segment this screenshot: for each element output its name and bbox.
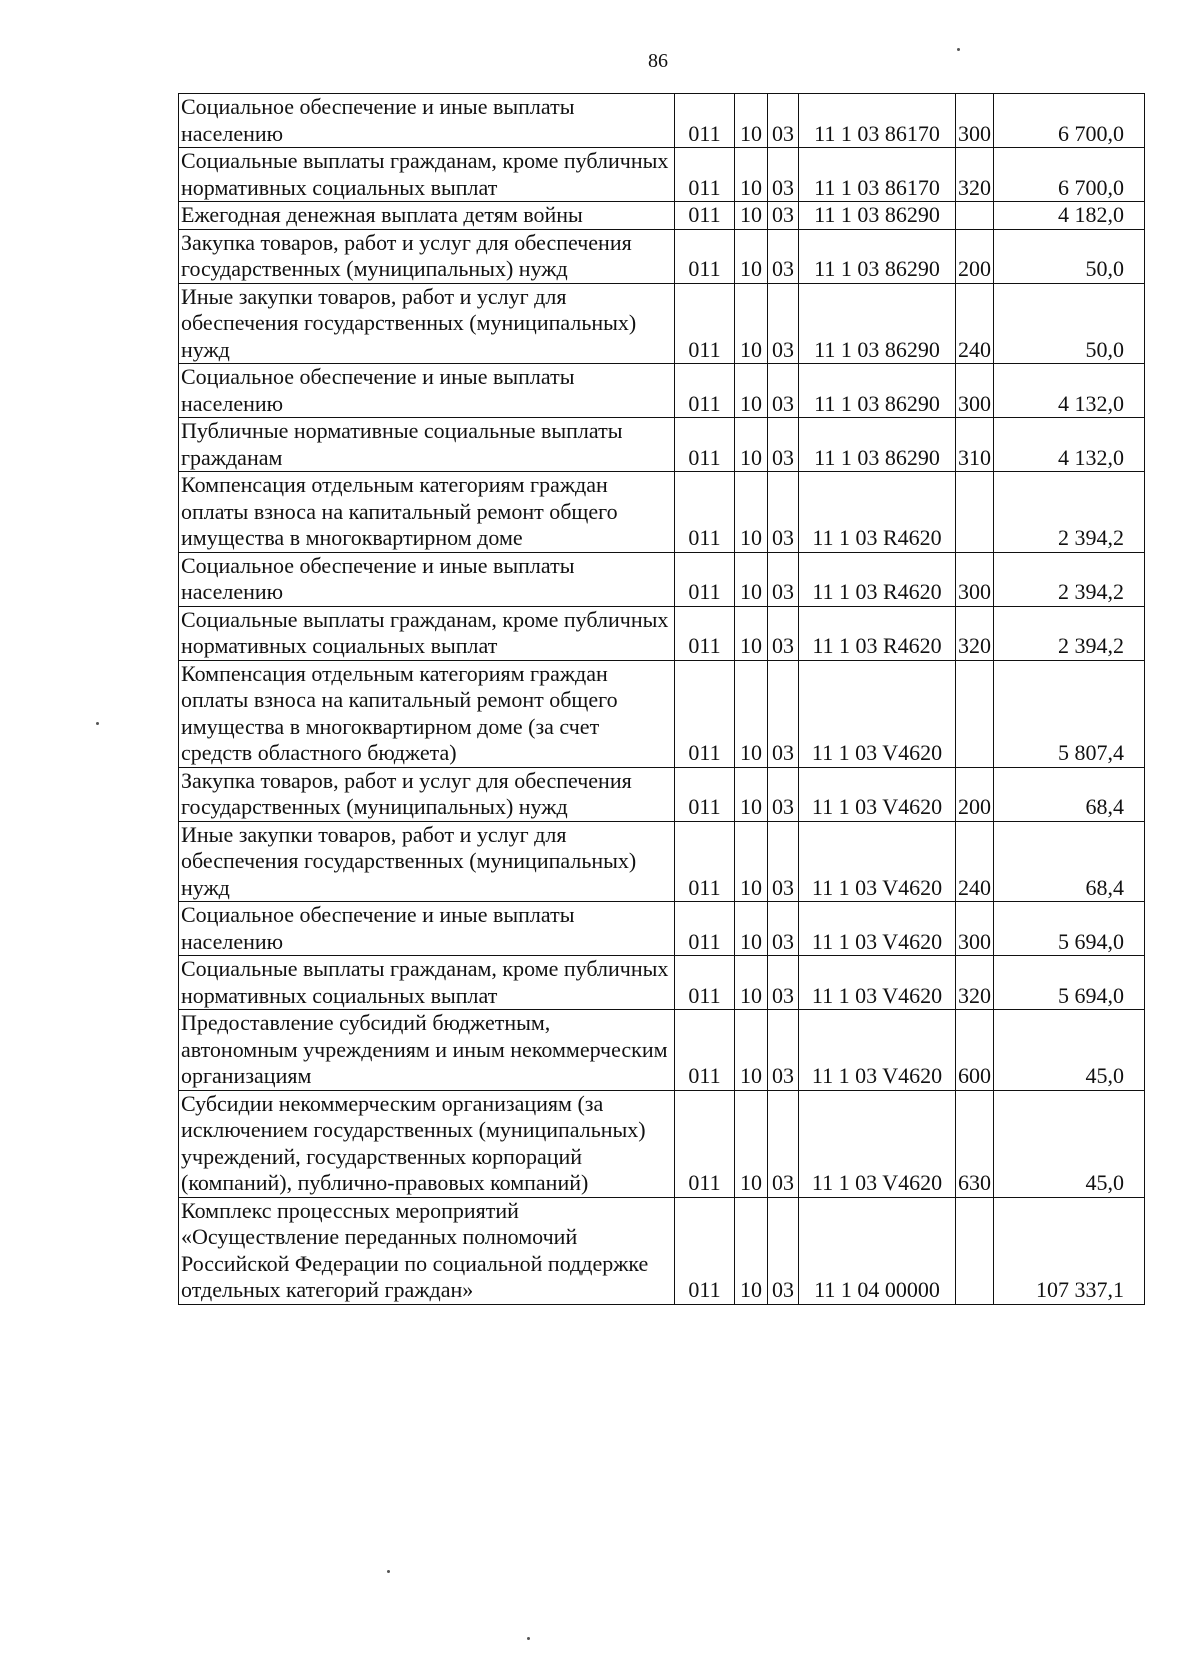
subsection-code-cell: 03 bbox=[768, 1090, 799, 1197]
section-code-cell: 10 bbox=[735, 902, 768, 956]
amount-cell: 6 700,0 bbox=[994, 94, 1145, 148]
row-name-cell: Социальные выплаты гражданам, кроме публичных нормативных социальных выплат bbox=[179, 148, 675, 202]
row-name-cell: Социальные выплаты гражданам, кроме публичных нормативных социальных выплат bbox=[179, 606, 675, 660]
amount-cell: 4 132,0 bbox=[994, 418, 1145, 472]
section-code-cell: 10 bbox=[735, 552, 768, 606]
amount-cell: 45,0 bbox=[994, 1010, 1145, 1091]
expense-type-code-cell: 300 bbox=[956, 94, 994, 148]
target-article-code-cell: 11 1 03 R4620 bbox=[799, 552, 956, 606]
subsection-code-cell: 03 bbox=[768, 94, 799, 148]
row-name-cell: Компенсация отдельным категориям граждан оплаты взноса на капитальный ремонт общего имущества в многоквартирном доме bbox=[179, 472, 675, 553]
target-article-code-cell: 11 1 03 V4620 bbox=[799, 660, 956, 767]
admin-code-cell: 011 bbox=[675, 660, 735, 767]
admin-code-cell: 011 bbox=[675, 94, 735, 148]
subsection-code-cell: 03 bbox=[768, 821, 799, 902]
expense-type-code-cell: 240 bbox=[956, 821, 994, 902]
subsection-code-cell: 03 bbox=[768, 472, 799, 553]
subsection-code-cell: 03 bbox=[768, 283, 799, 364]
row-name-cell: Закупка товаров, работ и услуг для обеспечения государственных (муниципальных) нужд bbox=[179, 767, 675, 821]
expense-type-code-cell: 600 bbox=[956, 1010, 994, 1091]
target-article-code-cell: 11 1 03 R4620 bbox=[799, 472, 956, 553]
target-article-code-cell: 11 1 03 R4620 bbox=[799, 606, 956, 660]
table-row bbox=[179, 660, 1145, 767]
expense-type-code-cell: 300 bbox=[956, 902, 994, 956]
subsection-code-cell: 03 bbox=[768, 229, 799, 283]
table-row bbox=[179, 202, 1145, 230]
row-name-cell: Социальное обеспечение и иные выплаты населению bbox=[179, 552, 675, 606]
amount-cell: 2 394,2 bbox=[994, 552, 1145, 606]
budget-table-body bbox=[179, 94, 1145, 1305]
row-name-cell: Социальное обеспечение и иные выплаты населению bbox=[179, 364, 675, 418]
amount-cell: 68,4 bbox=[994, 767, 1145, 821]
section-code-cell: 10 bbox=[735, 956, 768, 1010]
row-name-cell: Публичные нормативные социальные выплаты гражданам bbox=[179, 418, 675, 472]
section-code-cell: 10 bbox=[735, 418, 768, 472]
subsection-code-cell: 03 bbox=[768, 148, 799, 202]
scan-speck bbox=[957, 48, 960, 51]
scan-speck bbox=[387, 1570, 390, 1573]
scan-speck bbox=[527, 1637, 530, 1640]
table-row bbox=[179, 1090, 1145, 1197]
table-row bbox=[179, 821, 1145, 902]
row-name-cell: Иные закупки товаров, работ и услуг для обеспечения государственных (муниципальных) нужд bbox=[179, 283, 675, 364]
admin-code-cell: 011 bbox=[675, 229, 735, 283]
subsection-code-cell: 03 bbox=[768, 660, 799, 767]
target-article-code-cell: 11 1 03 86290 bbox=[799, 364, 956, 418]
section-code-cell: 10 bbox=[735, 1090, 768, 1197]
table-row bbox=[179, 94, 1145, 148]
admin-code-cell: 011 bbox=[675, 283, 735, 364]
section-code-cell: 10 bbox=[735, 767, 768, 821]
amount-cell: 50,0 bbox=[994, 229, 1145, 283]
admin-code-cell: 011 bbox=[675, 472, 735, 553]
table-row bbox=[179, 418, 1145, 472]
admin-code-cell: 011 bbox=[675, 1090, 735, 1197]
expense-type-code-cell: 320 bbox=[956, 956, 994, 1010]
expense-type-code-cell: 320 bbox=[956, 148, 994, 202]
row-name-cell: Социальное обеспечение и иные выплаты населению bbox=[179, 94, 675, 148]
subsection-code-cell: 03 bbox=[768, 606, 799, 660]
target-article-code-cell: 11 1 03 86170 bbox=[799, 148, 956, 202]
amount-cell: 4 132,0 bbox=[994, 364, 1145, 418]
section-code-cell: 10 bbox=[735, 821, 768, 902]
row-name-cell: Предоставление субсидий бюджетным, автономным учреждениям и иным некоммерческим организациям bbox=[179, 1010, 675, 1091]
amount-cell: 5 807,4 bbox=[994, 660, 1145, 767]
expense-type-code-cell: 310 bbox=[956, 418, 994, 472]
row-name-cell: Ежегодная денежная выплата детям войны bbox=[179, 202, 675, 230]
section-code-cell: 10 bbox=[735, 660, 768, 767]
expense-type-code-cell bbox=[956, 472, 994, 553]
section-code-cell: 10 bbox=[735, 229, 768, 283]
admin-code-cell: 011 bbox=[675, 418, 735, 472]
section-code-cell: 10 bbox=[735, 94, 768, 148]
expense-type-code-cell: 200 bbox=[956, 767, 994, 821]
table-row bbox=[179, 1010, 1145, 1091]
amount-cell: 6 700,0 bbox=[994, 148, 1145, 202]
amount-cell: 45,0 bbox=[994, 1090, 1145, 1197]
admin-code-cell: 011 bbox=[675, 821, 735, 902]
admin-code-cell: 011 bbox=[675, 202, 735, 230]
target-article-code-cell: 11 1 03 86170 bbox=[799, 94, 956, 148]
table-row bbox=[179, 902, 1145, 956]
table-row bbox=[179, 364, 1145, 418]
amount-cell: 2 394,2 bbox=[994, 606, 1145, 660]
expense-type-code-cell: 320 bbox=[956, 606, 994, 660]
section-code-cell: 10 bbox=[735, 283, 768, 364]
admin-code-cell: 011 bbox=[675, 148, 735, 202]
subsection-code-cell: 03 bbox=[768, 767, 799, 821]
admin-code-cell: 011 bbox=[675, 606, 735, 660]
subsection-code-cell: 03 bbox=[768, 552, 799, 606]
budget-table bbox=[178, 93, 1145, 1305]
row-name-cell: Компенсация отдельным категориям граждан оплаты взноса на капитальный ремонт общего имущества в многоквартирном доме (за счет средств областного бюджета) bbox=[179, 660, 675, 767]
subsection-code-cell: 03 bbox=[768, 956, 799, 1010]
amount-cell: 68,4 bbox=[994, 821, 1145, 902]
expense-type-code-cell: 200 bbox=[956, 229, 994, 283]
target-article-code-cell: 11 1 03 86290 bbox=[799, 229, 956, 283]
target-article-code-cell: 11 1 03 V4620 bbox=[799, 1090, 956, 1197]
target-article-code-cell: 11 1 03 86290 bbox=[799, 283, 956, 364]
admin-code-cell: 011 bbox=[675, 1197, 735, 1304]
row-name-cell: Социальное обеспечение и иные выплаты населению bbox=[179, 902, 675, 956]
row-name-cell: Иные закупки товаров, работ и услуг для обеспечения государственных (муниципальных) нужд bbox=[179, 821, 675, 902]
page-number: 86 bbox=[648, 50, 668, 72]
expense-type-code-cell: 240 bbox=[956, 283, 994, 364]
expense-type-code-cell bbox=[956, 202, 994, 230]
expense-type-code-cell: 630 bbox=[956, 1090, 994, 1197]
amount-cell: 107 337,1 bbox=[994, 1197, 1145, 1304]
admin-code-cell: 011 bbox=[675, 364, 735, 418]
row-name-cell: Закупка товаров, работ и услуг для обеспечения государственных (муниципальных) нужд bbox=[179, 229, 675, 283]
admin-code-cell: 011 bbox=[675, 552, 735, 606]
section-code-cell: 10 bbox=[735, 472, 768, 553]
amount-cell: 5 694,0 bbox=[994, 902, 1145, 956]
section-code-cell: 10 bbox=[735, 1010, 768, 1091]
expense-type-code-cell bbox=[956, 1197, 994, 1304]
expense-type-code-cell: 300 bbox=[956, 552, 994, 606]
target-article-code-cell: 11 1 03 V4620 bbox=[799, 1010, 956, 1091]
subsection-code-cell: 03 bbox=[768, 364, 799, 418]
table-row bbox=[179, 148, 1145, 202]
target-article-code-cell: 11 1 03 V4620 bbox=[799, 956, 956, 1010]
target-article-code-cell: 11 1 03 V4620 bbox=[799, 902, 956, 956]
target-article-code-cell: 11 1 03 V4620 bbox=[799, 821, 956, 902]
target-article-code-cell: 11 1 03 86290 bbox=[799, 418, 956, 472]
subsection-code-cell: 03 bbox=[768, 202, 799, 230]
target-article-code-cell: 11 1 04 00000 bbox=[799, 1197, 956, 1304]
table-row bbox=[179, 552, 1145, 606]
amount-cell: 4 182,0 bbox=[994, 202, 1145, 230]
section-code-cell: 10 bbox=[735, 202, 768, 230]
subsection-code-cell: 03 bbox=[768, 902, 799, 956]
admin-code-cell: 011 bbox=[675, 767, 735, 821]
target-article-code-cell: 11 1 03 86290 bbox=[799, 202, 956, 230]
subsection-code-cell: 03 bbox=[768, 1010, 799, 1091]
table-row bbox=[179, 767, 1145, 821]
target-article-code-cell: 11 1 03 V4620 bbox=[799, 767, 956, 821]
section-code-cell: 10 bbox=[735, 148, 768, 202]
row-name-cell: Субсидии некоммерческим организациям (за исключением государственных (муниципальных) учреждений, государственных корпораций (компаний), публично-правовых компаний) bbox=[179, 1090, 675, 1197]
table-row bbox=[179, 956, 1145, 1010]
admin-code-cell: 011 bbox=[675, 956, 735, 1010]
table-row bbox=[179, 472, 1145, 553]
scan-speck bbox=[96, 722, 99, 725]
table-row bbox=[179, 283, 1145, 364]
subsection-code-cell: 03 bbox=[768, 1197, 799, 1304]
subsection-code-cell: 03 bbox=[768, 418, 799, 472]
expense-type-code-cell bbox=[956, 660, 994, 767]
section-code-cell: 10 bbox=[735, 606, 768, 660]
amount-cell: 2 394,2 bbox=[994, 472, 1145, 553]
admin-code-cell: 011 bbox=[675, 902, 735, 956]
table-row bbox=[179, 229, 1145, 283]
row-name-cell: Комплекс процессных мероприятий «Осуществление переданных полномочий Российской Федерации по социальной поддержке отдельных категорий граждан» bbox=[179, 1197, 675, 1304]
section-code-cell: 10 bbox=[735, 364, 768, 418]
amount-cell: 5 694,0 bbox=[994, 956, 1145, 1010]
section-code-cell: 10 bbox=[735, 1197, 768, 1304]
admin-code-cell: 011 bbox=[675, 1010, 735, 1091]
amount-cell: 50,0 bbox=[994, 283, 1145, 364]
table-row bbox=[179, 606, 1145, 660]
row-name-cell: Социальные выплаты гражданам, кроме публичных нормативных социальных выплат bbox=[179, 956, 675, 1010]
table-row bbox=[179, 1197, 1145, 1304]
expense-type-code-cell: 300 bbox=[956, 364, 994, 418]
